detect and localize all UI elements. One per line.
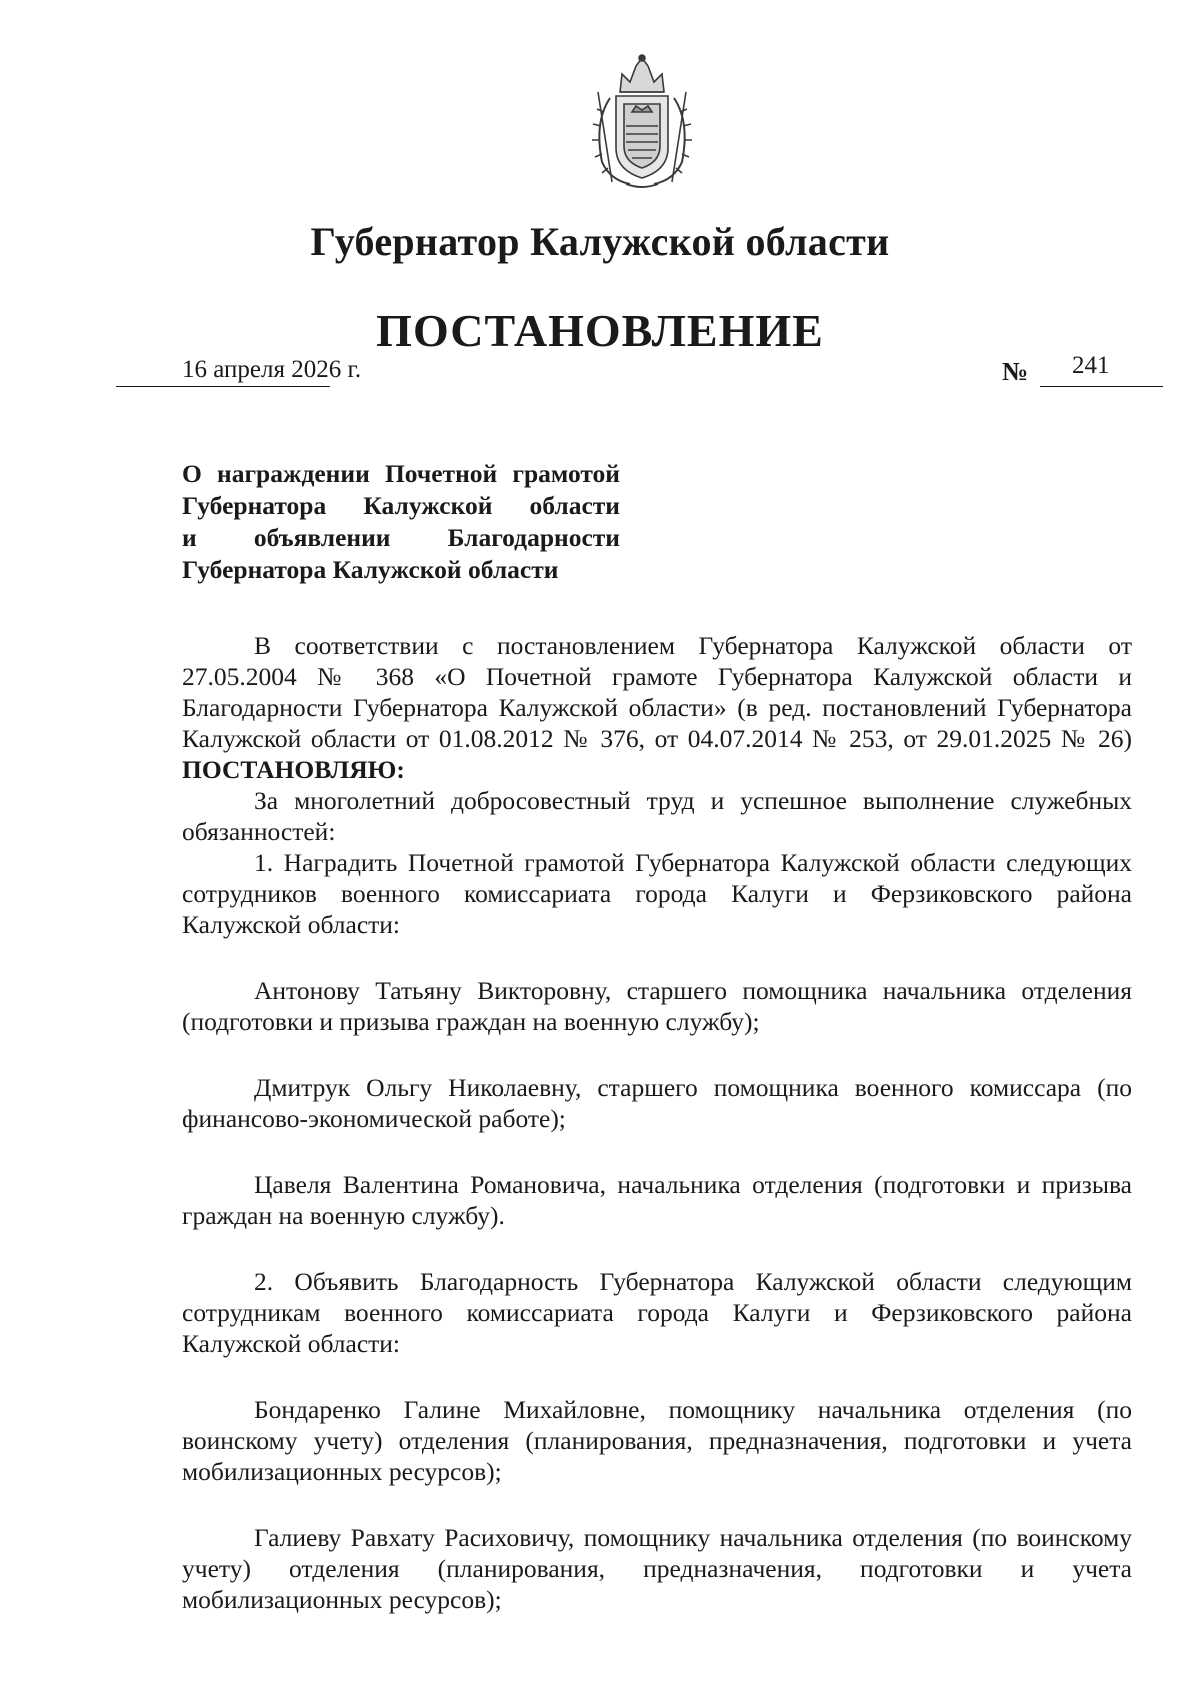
subject-line: Губернатора Калужской области	[182, 491, 620, 520]
document-type: ПОСТАНОВЛЕНИЕ	[376, 305, 824, 356]
issuing-authority: Губернатор Калужской области	[310, 219, 890, 264]
gratitude-entry: Бондаренко Галине Михайловне, помощнику начальника отделения (по воинскому учету) отделения (планирования, предназначения, подготовки и учета мобилизационных ресурсов);	[182, 1395, 1132, 1486]
preamble-paragraph	[182, 630, 1132, 785]
awardee-entry: Цавеля Валентина Романовича, начальника отделения (подготовки и призыва граждан на военную службу).	[182, 1170, 1132, 1230]
awardee-entry: Дмитрук Ольгу Николаевну, старшего помощника военного комиссара (по финансово-экономической работе);	[182, 1073, 1132, 1133]
gratitude-entry: Галиеву Равхату Расиховичу, помощнику начальника отделения (по воинскому учету) отделения (планирования, предназначения, подготовки и учета мобилизационных ресурсов);	[182, 1523, 1132, 1614]
document-body	[182, 630, 1132, 1615]
subject-line: и объявлении Благодарности	[182, 523, 620, 552]
item1-intro: 1. Наградить Почетной грамотой Губернатора Калужской области следующих сотрудников военного комиссариата города Калуги и Ферзиковского района Калужской области:	[182, 848, 1132, 939]
reason-paragraph: За многолетний добросовестный труд и успешное выполнение служебных обязанностей:	[182, 786, 1132, 846]
number-label: №	[1002, 357, 1029, 386]
subject-line: О награждении Почетной грамотой	[182, 459, 620, 488]
document-number: 241	[1072, 352, 1110, 379]
document-subject	[182, 458, 620, 586]
decree-word: ПОСТАНОВЛЯЮ:	[182, 755, 405, 784]
subject-line: Губернатора Калужской области	[182, 555, 559, 584]
preamble-text: В соответствии с постановлением Губернатора Калужской области от 27.05.2004 № 368 «О Почетной грамоте Губернатора Калужской области и Благодарности Губернатора Калужской области» (в ред. постановлений Губернатора Калужской области от 01.08.2012 № 376, от 04.07.2014 № 253, от 29.01.2025 № 26)	[182, 631, 1132, 753]
coat-of-arms-icon	[580, 52, 705, 192]
document-date: 16 апреля 2026 г.	[182, 356, 362, 383]
item2-intro: 2. Объявить Благодарность Губернатора Калужской области следующим сотрудникам военного комиссариата города Калуги и Ферзиковского района Калужской области:	[182, 1267, 1132, 1358]
awardee-entry: Антонову Татьяну Викторовну, старшего помощника начальника отделения (подготовки и призыва граждан на военную службу);	[182, 976, 1132, 1036]
